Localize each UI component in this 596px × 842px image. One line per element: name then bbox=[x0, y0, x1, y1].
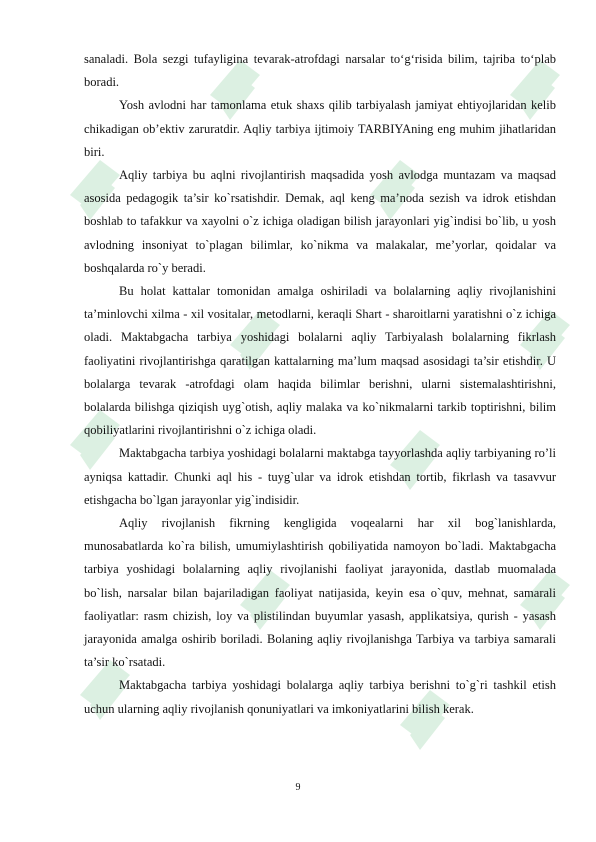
paragraph: sanaladi. Bola sezgi tufayligina tevarak-atrofdagi narsalar to‘g‘risida bilim, tajriba to‘plab boradi. bbox=[84, 52, 556, 90]
paragraph: Maktabgacha tarbiya yoshidagi bolalarga aqliy tarbiya berishni to`g`ri tashkil etish uchun ularning aqliy rivojlanish qonuniyatlari va imkoniyatlarini bilish kerak. bbox=[84, 678, 556, 716]
paragraph: Aqliy tarbiya bu aqlni rivojlantirish maqsadida yosh avlodga muntazam va maqsad asosida pedagogik ta’sir ko`rsatishdir. Demak, aql keng ma’noda sezish va idrok etishdan boshlab to tafakkur va xayolni o`z ichiga oladigan bilish jarayonlari yig`indisi bo`lib, u yosh avlodning insoniyat to`plagan bilimlar, ko`nikma va malakalar, me’yorlar, qoidalar va boshqalarda ro`y beradi. bbox=[84, 168, 556, 275]
paragraph: Maktabgacha tarbiya yoshidagi bolalarni maktabga tayyorlashda aqliy tarbiyaning ro’li ayniqsa kattadir. Chunki aql his - tuyg`ular va idrok etishdan tortib, fikrlash va tasavvur etishgacha bo`lgan jarayonlar yig`indisidir. bbox=[84, 446, 556, 507]
paragraph: Yosh avlodni har tamonlama etuk shaxs qilib tarbiyalash jamiyat ehtiyojlaridan kelib chikadigan ob’ektiv zaruratdir. Aqliy tarbiya ijtimoiy TARBIYAning eng muhim jihatlaridan biri. bbox=[84, 98, 556, 159]
page-body bbox=[84, 48, 556, 721]
paragraph: Aqliy rivojlanish fikrning kengligida voqealarni har xil bog`lanishlarda, munosabatlarda ko`ra bilish, umumiylashtirish qobiliyatida namoyon bo`ladi. Maktabgacha tarbiya yoshidagi bolalarning aqliy rivojlanishi faoliyat jarayonida, dastlab muomalada bo`lish, narsalar bilan bajariladigan faoliyat natijasida, keyin esa o`quv, mehnat, samarali faoliyatlar: rasm chizish, loy va plistilindan buyumlar yasash, applikatsiya, qurish - yasash jarayonida amalga oshirib boriladi. Bolaning aqliy rivojlanishga Tarbiya va tarbiya samarali ta’sir ko`rsatadi. bbox=[84, 516, 556, 670]
page-number: 9 bbox=[295, 782, 301, 793]
paragraph: Bu holat kattalar tomonidan amalga oshiriladi va bolalarning aqliy rivojlanishini ta’minlovchi xilma - xil vositalar, metodlarni, keraqli Shart - sharoitlarni yaratishni o`z ichiga oladi. Maktabgacha tarbiya yoshidagi bolalarni aqliy Tarbiyalash bolalarning fikrlash faoliyatini rivojlantirishga qaratilgan kattalarning ma’lum maqsad asosidagi ta’sir etishdir. U bolalarga tevarak -atrofdagi olam haqida bilimlar berishni, ularni sistemalashtirishni, bolalarda bilishga qiziqish uyg`otish, aqliy malaka va ko`nikmalarni tarkib toptirishni, bilim qobiliyatlarini rivojlantirishni o`z ichiga oladi. bbox=[84, 284, 556, 438]
